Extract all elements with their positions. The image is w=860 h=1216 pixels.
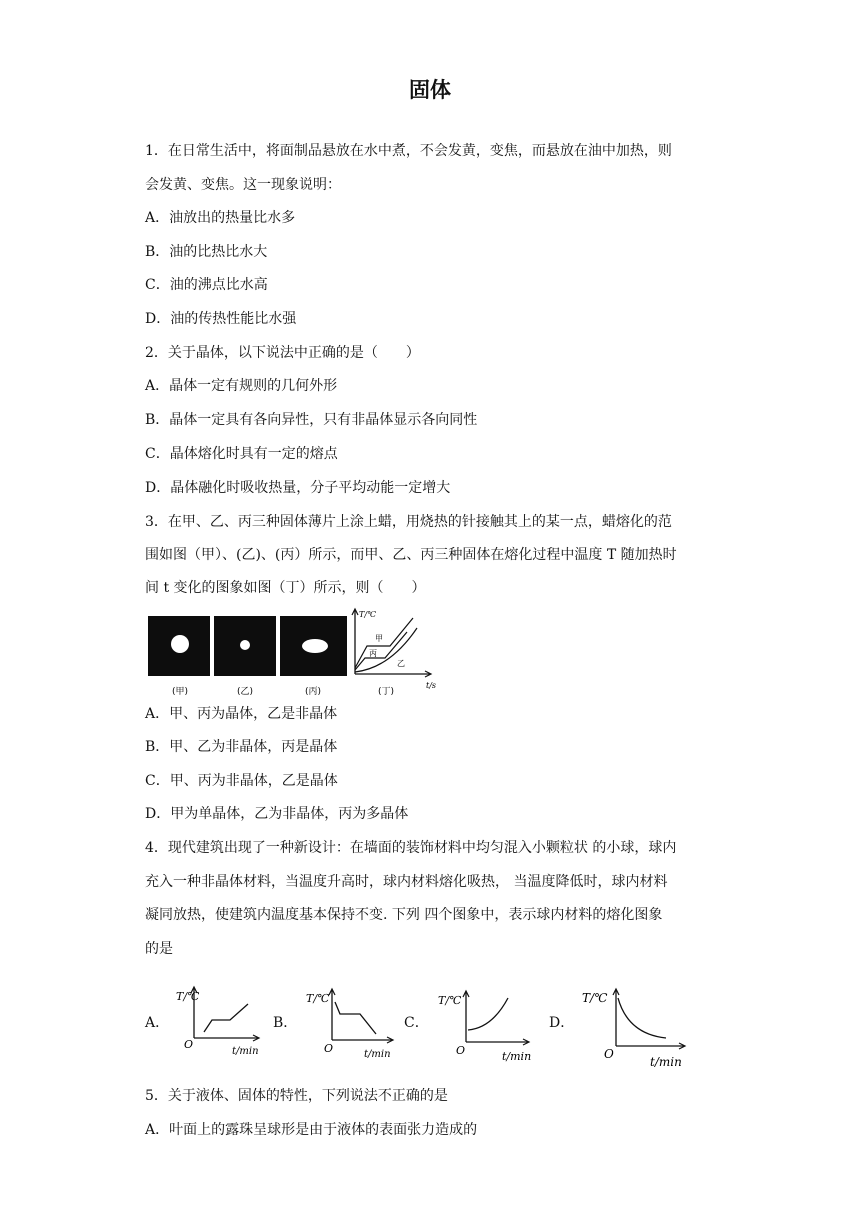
svg-text:t/min: t/min [364,1049,391,1060]
question-5-stem: 5．关于液体、固体的特性，下列说法不正确的是 [145,1088,448,1104]
question-3-option-b: B．甲、乙为非晶体，丙是晶体 [145,739,338,755]
svg-text:T/℃: T/℃ [582,991,608,1005]
svg-text:t/min: t/min [502,1050,532,1063]
panel-jia-label: (甲) [172,687,189,697]
svg-text:O: O [604,1047,614,1061]
svg-text:O: O [324,1042,334,1055]
question-4-graph-d [580,984,690,1070]
question-1-option-d: D．油的传热性能比水强 [145,311,297,327]
question-2-stem: 2．关于晶体，以下说法中正确的是（ ） [145,345,420,361]
svg-text:T/℃: T/℃ [438,994,462,1007]
question-3-stem-line-2: 围如图（甲）、(乙)、(丙）所示，而甲、乙、丙三种固体在熔化过程中温度 T 随加热时 [145,547,677,563]
question-1-option-b: B．油的比热比水大 [145,244,268,260]
panel-ding-label: (丁) [378,687,395,697]
question-1-stem-line-1: 1．在日常生活中，将面制品悬放在水中煮，不会发黄，变焦，而悬放在油中加热，则 [145,143,672,159]
question-2-option-b: B．晶体一定具有各向异性，只有非晶体显示各向同性 [145,412,478,428]
svg-text:O: O [456,1044,466,1057]
ding-y-axis-label: T/℃ [359,610,376,619]
panel-yi-label: (乙) [237,687,254,697]
question-4-stem-line-2: 充入一种非晶体材料，当温度升高时，球内材料熔化吸热， 当温度降低时，球内材料 [145,874,668,890]
question-4-option-a-label: A． [145,1015,170,1031]
question-4-option-b-label: B． [273,1015,298,1031]
question-3-option-d: D．甲为单晶体，乙为非晶体，丙为多晶体 [145,806,409,822]
question-5-option-a: A．叶面上的露珠呈球形是由于液体的表面张力造成的 [145,1122,478,1138]
svg-text:T/℃: T/℃ [306,992,330,1005]
svg-text:T/℃: T/℃ [176,990,200,1003]
panel-bing-label: (丙) [305,687,322,697]
question-1-stem-line-2: 会发黄、变焦。这一现象说明： [145,177,341,193]
svg-text:t/min: t/min [650,1055,682,1069]
panel-bing-melt-ellipse [302,639,328,653]
question-4-stem-line-3: 凝同放热，使建筑内温度基本保持不变. 下列 四个图象中，表示球内材料的熔化图象 [145,907,663,923]
graph-c-curve [468,998,508,1030]
question-1-option-c: C．油的沸点比水高 [145,277,268,293]
ding-x-axis-label: t/s [426,681,437,690]
question-2-option-a: A．晶体一定有规则的几何外形 [145,378,338,394]
question-2-option-c: C．晶体熔化时具有一定的熔点 [145,446,338,462]
svg-text:O: O [184,1038,194,1051]
question-3-stem-line-3: 间 t 变化的图象如图（丁）所示，则（ ） [145,580,426,596]
question-4-option-d-label: D． [549,1015,575,1031]
question-4-graph-a [170,982,265,1060]
question-3-stem-line-1: 3．在甲、乙、丙三种固体薄片上涂上蜡，用烧热的针接触其上的某一点，蜡熔化的范 [145,514,672,530]
question-4-option-c-label: C． [404,1015,429,1031]
question-3-option-c: C．甲、丙为非晶体，乙是晶体 [145,773,338,789]
question-4-graph-b [302,984,397,1062]
question-4-stem-line-1: 4．现代建筑出现了一种新设计：在墙面的装饰材料中均匀混入小颗粒状 的小球，球内 [145,840,677,856]
graph-a-curve [204,1004,248,1032]
question-4-graph-c [432,984,534,1064]
panel-jia-melt-circle [171,635,189,653]
panel-yi-melt-circle [240,640,250,650]
ding-curve-label-jia: 甲 [375,634,383,643]
graph-d-curve [618,998,666,1038]
question-3-figure [145,606,437,700]
page-title: 固体 [409,78,451,102]
ding-curve-label-bing: 丙 [369,649,377,658]
question-4-stem-line-4: 的是 [145,941,173,957]
ding-curve-label-yi: 乙 [397,659,405,668]
graph-b-curve [335,1002,376,1034]
question-3-option-a: A．甲、丙为晶体，乙是非晶体 [145,706,338,722]
question-2-option-d: D．晶体融化时吸收热量，分子平均动能一定增大 [145,480,451,496]
question-1-option-a: A．油放出的热量比水多 [145,210,296,226]
svg-text:t/min: t/min [232,1046,259,1057]
